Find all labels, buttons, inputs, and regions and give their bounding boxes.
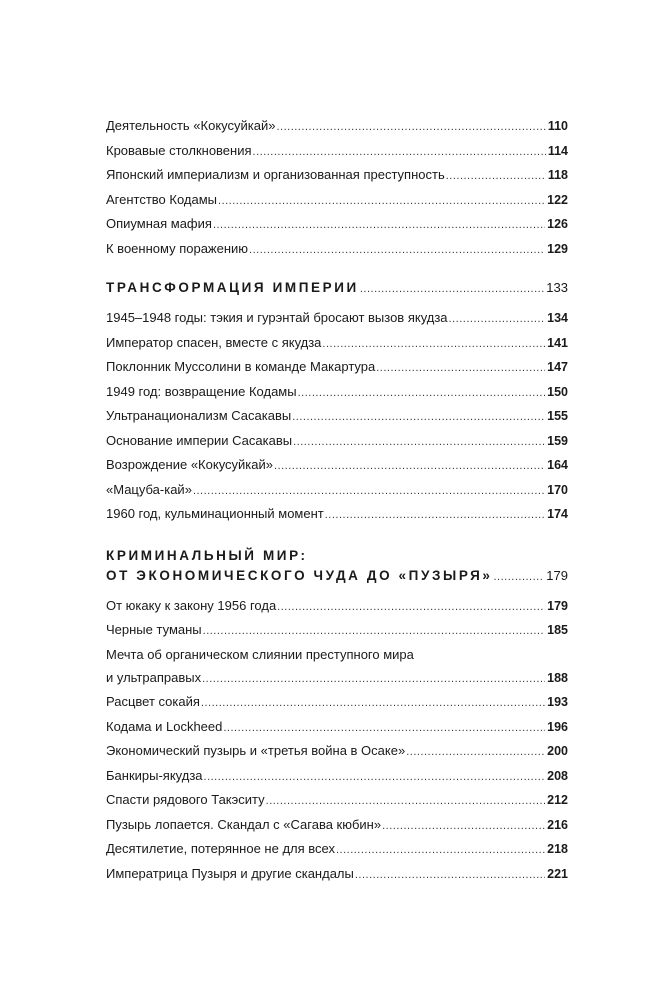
- toc-entry-title: Десятилетие, потерянное не для всех: [106, 841, 335, 856]
- toc-entry[interactable]: [106, 693, 568, 718]
- dot-leader: [446, 167, 546, 185]
- toc-entry-page: 159: [547, 433, 568, 448]
- toc-entry-page: 164: [547, 458, 568, 472]
- dot-leader: [202, 670, 545, 688]
- toc-entry[interactable]: [106, 191, 568, 216]
- toc-entry[interactable]: [106, 621, 568, 646]
- dot-leader: [292, 408, 545, 426]
- dot-leader: [276, 118, 545, 136]
- toc-entry-page: 114: [547, 143, 568, 158]
- toc-entry-title: Агентство Кодамы: [106, 191, 218, 207]
- dot-leader: [277, 598, 545, 616]
- toc-entry[interactable]: [106, 816, 568, 841]
- toc-entry-page: 129: [547, 241, 568, 256]
- toc-entry-title: К военному поражению: [106, 240, 249, 256]
- toc-entry[interactable]: [106, 791, 568, 816]
- toc-entry-title: Банкиры-якудза: [106, 767, 203, 783]
- toc-entry-title: Кодама и Lockheed: [106, 718, 223, 734]
- toc-entry-title-line-1: Мечта об органическом слиянии преступного мира: [106, 646, 414, 662]
- toc-entry[interactable]: [106, 142, 568, 167]
- dot-leader: [213, 216, 545, 234]
- toc-entry-page: 147: [547, 360, 568, 374]
- toc-entry-page: 122: [547, 192, 568, 207]
- dot-leader: [382, 817, 545, 835]
- toc-entry[interactable]: [106, 840, 568, 865]
- toc-entry[interactable]: [106, 456, 568, 481]
- toc-entry-page: 218: [547, 842, 568, 856]
- section-title-line-2: ОТ ЭКОНОМИЧЕСКОГО ЧУДА ДО «ПУЗЫРЯ»: [106, 567, 493, 583]
- dot-leader: [336, 841, 545, 859]
- toc-entry-page: 170: [547, 482, 568, 497]
- toc-entry-page: 200: [547, 744, 568, 758]
- toc-entry-page: 221: [547, 866, 568, 881]
- toc-entry[interactable]: [106, 358, 568, 383]
- toc-entry[interactable]: [106, 383, 568, 408]
- toc-entry-page: 141: [547, 335, 568, 350]
- toc-entry-title: Японский империализм и организованная преступность: [106, 167, 445, 182]
- dot-leader: [325, 506, 545, 524]
- toc-entry-title: Опиумная мафия: [106, 216, 212, 231]
- toc-entry-title: «Мацуба-кай»: [106, 481, 192, 497]
- toc-entry-title: 1945–1948 годы: тэкия и гурэнтай бросают вызов якудза: [106, 310, 448, 325]
- toc-entry-page: 174: [547, 507, 568, 521]
- toc-entry-page: 179: [547, 598, 568, 613]
- dot-leader: [223, 719, 545, 737]
- dot-leader: [355, 866, 545, 884]
- toc-entry-title: Император спасен, вместе с якудза: [106, 334, 322, 350]
- toc-entry[interactable]: [106, 166, 568, 191]
- toc-entry[interactable]: [106, 505, 568, 530]
- toc-entry-page: 126: [547, 217, 568, 231]
- toc-entry-page: 216: [547, 817, 568, 832]
- toc-entry-page: 188: [547, 670, 568, 685]
- toc-entry-page: 150: [547, 384, 568, 399]
- toc-entry-page: 212: [547, 793, 568, 807]
- toc-entry-title: Кровавые столкновения: [106, 142, 252, 158]
- toc-entry-title: 1949 год: возвращение Кодамы: [106, 383, 297, 399]
- toc-entry[interactable]: [106, 407, 568, 432]
- dot-leader: [249, 241, 545, 259]
- toc-entry-title: Пузырь лопается. Скандал с «Сагава кюбин»: [106, 816, 382, 832]
- toc-entry-page: 185: [547, 623, 568, 637]
- dot-leader: [204, 768, 546, 786]
- toc-entry[interactable]: [106, 481, 568, 506]
- toc-entry-page: 196: [547, 719, 568, 734]
- toc-entry[interactable]: [106, 117, 568, 142]
- toc-entry-title: Спасти рядового Такэситу: [106, 792, 265, 807]
- dot-leader: [274, 457, 545, 475]
- section-title: ТРАНСФОРМАЦИЯ ИМПЕРИИ: [106, 280, 359, 295]
- toc-entry-title: Ультранационализм Сасакавы: [106, 408, 292, 423]
- dot-leader: [193, 482, 545, 500]
- toc-entry[interactable]: [106, 432, 568, 457]
- toc-entry[interactable]: [106, 718, 568, 743]
- dot-leader: [449, 310, 546, 328]
- toc-entry-title: Возрождение «Кокусуйкай»: [106, 457, 274, 472]
- toc-entry-title: 1960 год, кульминационный момент: [106, 506, 324, 521]
- toc-group-1: [106, 117, 568, 264]
- toc-entry-page: 193: [547, 695, 568, 709]
- toc-entry[interactable]: [106, 646, 568, 694]
- toc-entry-title: Основание империи Сасакавы: [106, 432, 293, 448]
- dot-leader: [218, 192, 545, 210]
- toc-entry-title: Экономический пузырь и «третья война в Осаке»: [106, 743, 406, 758]
- toc-entry-page: 208: [547, 768, 568, 783]
- section-title-line-1: КРИМИНАЛЬНЫЙ МИР:: [106, 547, 308, 563]
- dot-leader: [322, 335, 545, 353]
- toc-entry[interactable]: [106, 309, 568, 334]
- toc-entry-page: 134: [547, 311, 568, 325]
- toc-entry-title: Императрица Пузыря и другие скандалы: [106, 865, 354, 881]
- toc-entry[interactable]: [106, 240, 568, 265]
- dot-leader: [203, 622, 546, 640]
- toc-entry-page: 155: [547, 409, 568, 423]
- toc-entry[interactable]: [106, 742, 568, 767]
- toc-section-heading[interactable]: [106, 546, 568, 587]
- dot-leader: [293, 433, 545, 451]
- toc-entry-title: Черные туманы: [106, 622, 202, 637]
- section-page: 179: [546, 567, 568, 583]
- toc-entry[interactable]: [106, 597, 568, 622]
- toc-entry-title-line-2: и ультраправых: [106, 669, 202, 685]
- section-page: 133: [546, 280, 568, 295]
- toc-section-heading[interactable]: [106, 278, 568, 299]
- toc-entry-title: Расцвет сокайя: [106, 694, 200, 709]
- dot-leader: [494, 567, 545, 587]
- toc-group-3: [106, 597, 568, 890]
- dot-leader: [201, 694, 545, 712]
- toc-entry-page: 110: [547, 119, 568, 133]
- toc-entry[interactable]: [106, 865, 568, 890]
- toc-entry-title: Поклонник Муссолини в команде Макартура: [106, 359, 376, 374]
- toc-entry[interactable]: [106, 767, 568, 792]
- toc-group-2: [106, 309, 568, 530]
- toc-entry-title: Деятельность «Кокусуйкай»: [106, 118, 276, 133]
- dot-leader: [253, 143, 546, 161]
- dot-leader: [298, 384, 546, 402]
- dot-leader: [266, 792, 546, 810]
- toc-entry[interactable]: [106, 334, 568, 359]
- toc-entry-title: От юкаку к закону 1956 года: [106, 597, 277, 613]
- dot-leader: [376, 359, 545, 377]
- toc-entry-page: 118: [547, 168, 568, 182]
- dot-leader: [360, 279, 544, 299]
- dot-leader: [406, 743, 545, 761]
- table-of-contents: [106, 117, 568, 889]
- toc-entry[interactable]: [106, 215, 568, 240]
